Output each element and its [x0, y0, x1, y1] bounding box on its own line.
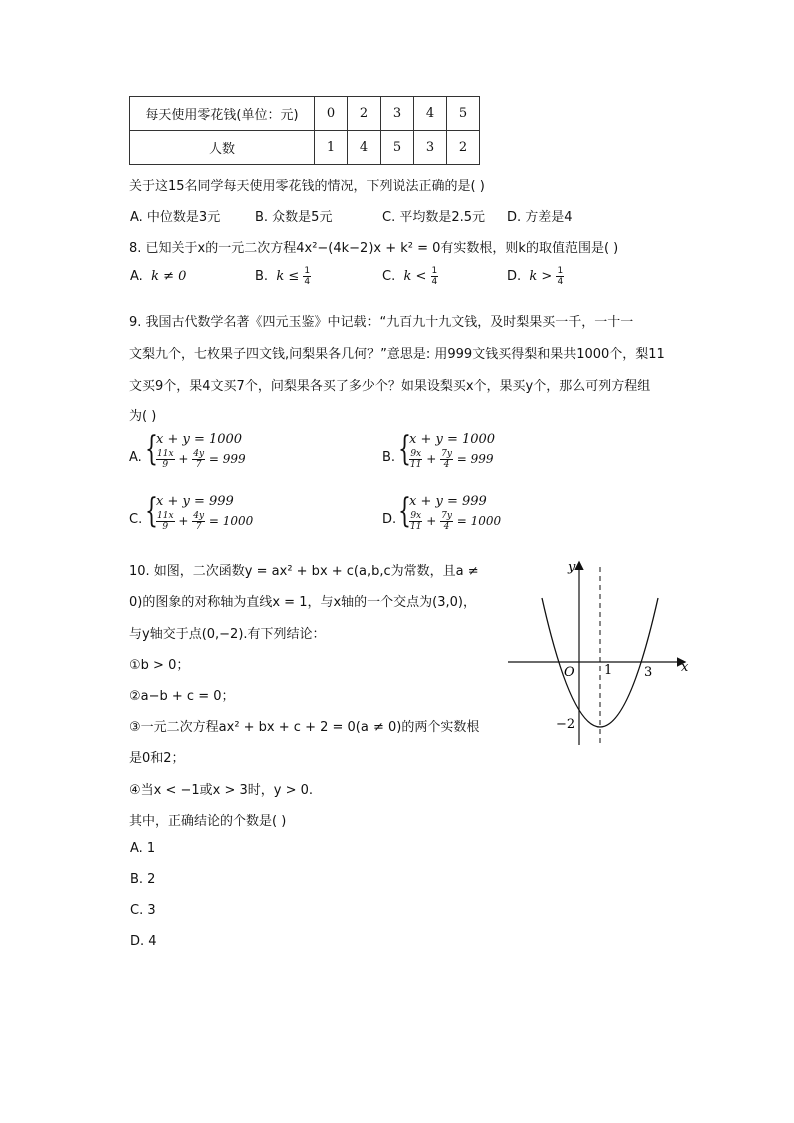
table-cell: 3: [414, 131, 447, 165]
table-cell: 0: [315, 97, 348, 131]
table-cell: 2: [447, 131, 480, 165]
denominator: 9: [162, 522, 169, 532]
equation-2: $\frac{11x}{9}$ + $\frac{4y}{7}$ = 999: [157, 449, 246, 470]
q8-option-a: [130, 269, 186, 284]
q10-question: 其中，正确结论的个数是( ): [129, 814, 287, 829]
option-letter: B.: [255, 269, 269, 284]
tick-label-3: 3: [644, 665, 653, 680]
numerator: 1: [304, 266, 311, 276]
q9-option-b-letter: B.: [382, 450, 396, 465]
y-axis-label: y: [568, 560, 576, 575]
option-expr: k <: [403, 269, 427, 284]
q9-line: 9. 我国古代数学名著《四元玉鉴》中记载：“九百九十九文钱，及时梨果买一千，一十一: [129, 315, 634, 330]
equation-1: x + y = 999: [409, 494, 487, 509]
numerator: 1: [557, 266, 564, 276]
q9-line: 为( ): [129, 409, 157, 424]
q7-option-d: D. 方差是4: [507, 210, 573, 225]
q9-line: 文梨九个，七枚果子四文钱,问梨果各几何？”意思是: 用999文钱买得梨和果共1000个，梨11: [129, 347, 665, 362]
q8-option-b: [255, 266, 311, 287]
option-letter: A.: [130, 269, 143, 284]
denominator: 4: [304, 277, 311, 287]
equation-1: x + y = 1000: [156, 432, 243, 447]
q9-option-a-letter: A.: [129, 450, 142, 465]
q10-conclusion: ③一元二次方程ax² + bx + c + 2 = 0(a ≠ 0)的两个实数根: [129, 720, 480, 735]
fraction: [431, 266, 439, 287]
denominator: 7: [195, 460, 202, 470]
table-row: [130, 97, 480, 131]
option-expr: k >: [529, 269, 553, 284]
equation-1: x + y = 999: [156, 494, 234, 509]
q10-conclusion: ①b > 0；: [129, 658, 190, 673]
allowance-table: [129, 96, 480, 165]
brace: {: [398, 491, 411, 531]
equation-2: $\frac{11x}{9}$ + $\frac{4y}{7}$ = 1000: [157, 511, 254, 532]
denominator: 4: [431, 277, 438, 287]
table-cell: 4: [348, 131, 381, 165]
numerator: 4y: [193, 511, 205, 521]
q7-option-b: B. 众数是5元: [255, 210, 333, 225]
rhs: = 1000: [456, 514, 502, 528]
rhs: = 1000: [208, 514, 254, 528]
denominator: 4: [557, 277, 564, 287]
denominator: 7: [195, 522, 202, 532]
table-cell: 4: [414, 97, 447, 131]
q10-option-a: A. 1: [130, 841, 156, 856]
equation-1: x + y = 1000: [409, 432, 496, 447]
q7-option-c: C. 平均数是2.5元: [382, 210, 486, 225]
q7-option-a: A. 中位数是3元: [130, 210, 221, 225]
numerator: 9x: [410, 449, 422, 459]
table-header-label: 每天使用零花钱(单位：元): [130, 97, 315, 131]
q10-option-c: C. 3: [130, 903, 156, 918]
rhs: = 999: [456, 452, 494, 466]
q10-line: 0)的图象的对称轴为直线x = 1，与x轴的一个交点为(3,0)，: [129, 595, 476, 610]
q8-option-c: [382, 266, 438, 287]
numerator: 4y: [193, 449, 205, 459]
denominator: 9: [162, 460, 169, 470]
parabola-graph: [500, 555, 700, 750]
q8-option-d: [507, 266, 564, 287]
equation-2: $\frac{9x}{11}$ + $\frac{7y}{4}$ = 999: [410, 449, 494, 470]
q8-stem: 8. 已知关于x的一元二次方程4x²−(4k−2)x + k² = 0有实数根，则k的取值范围是( ): [129, 241, 619, 256]
q10-conclusion: 是0和2；: [129, 751, 185, 766]
tick-label-1: 1: [604, 663, 613, 678]
origin-label: O: [564, 665, 575, 680]
q10-conclusion: ②a−b + c = 0；: [129, 689, 235, 704]
numerator: 11x: [157, 449, 174, 459]
brace: {: [398, 429, 411, 469]
numerator: 7y: [441, 449, 452, 459]
x-axis-label: x: [681, 660, 689, 675]
table-cell: 5: [447, 97, 480, 131]
q10-conclusion: ④当x < −1或x > 3时，y > 0.: [129, 783, 314, 798]
numerator: 11x: [157, 511, 174, 521]
rhs: = 999: [208, 452, 246, 466]
denominator: 4: [443, 522, 450, 532]
fraction: [303, 266, 311, 287]
option-expr: k ≤: [276, 269, 300, 284]
equation-2: $\frac{9x}{11}$ + $\frac{7y}{4}$ = 1000: [410, 511, 502, 532]
q10-line: 与y轴交于点(0,−2).有下列结论：: [129, 627, 326, 642]
tick-label-neg2: −2: [556, 717, 576, 732]
brace: {: [145, 491, 158, 531]
numerator: 1: [431, 266, 438, 276]
numerator: 9x: [410, 511, 422, 521]
table-row-label: 人数: [130, 131, 315, 165]
table-cell: 3: [381, 97, 414, 131]
brace: {: [145, 429, 158, 469]
fraction: [556, 266, 564, 287]
q10-line: 10. 如图，二次函数y = ax² + bx + c(a,b,c为常数，且a ≠: [129, 564, 479, 579]
q7-stem: 关于这15名同学每天使用零花钱的情况，下列说法正确的是( ): [129, 179, 485, 194]
q9-line: 文买9个，果4文买7个，问梨果各买了多少个？如果设梨买x个，果买y个，那么可列方程组: [129, 379, 651, 394]
q10-option-d: D. 4: [130, 934, 157, 949]
option-expr: k ≠ 0: [151, 269, 187, 284]
denominator: 11: [410, 460, 422, 470]
table-row: [130, 131, 480, 165]
q9-option-c-letter: C.: [129, 512, 143, 527]
denominator: 4: [443, 460, 450, 470]
option-letter: C.: [382, 269, 396, 284]
table-cell: 2: [348, 97, 381, 131]
denominator: 11: [410, 522, 422, 532]
numerator: 7y: [441, 511, 452, 521]
q9-option-d-letter: D.: [382, 512, 397, 527]
table-cell: 1: [315, 131, 348, 165]
q10-option-b: B. 2: [130, 872, 156, 887]
table-cell: 5: [381, 131, 414, 165]
option-letter: D.: [507, 269, 522, 284]
